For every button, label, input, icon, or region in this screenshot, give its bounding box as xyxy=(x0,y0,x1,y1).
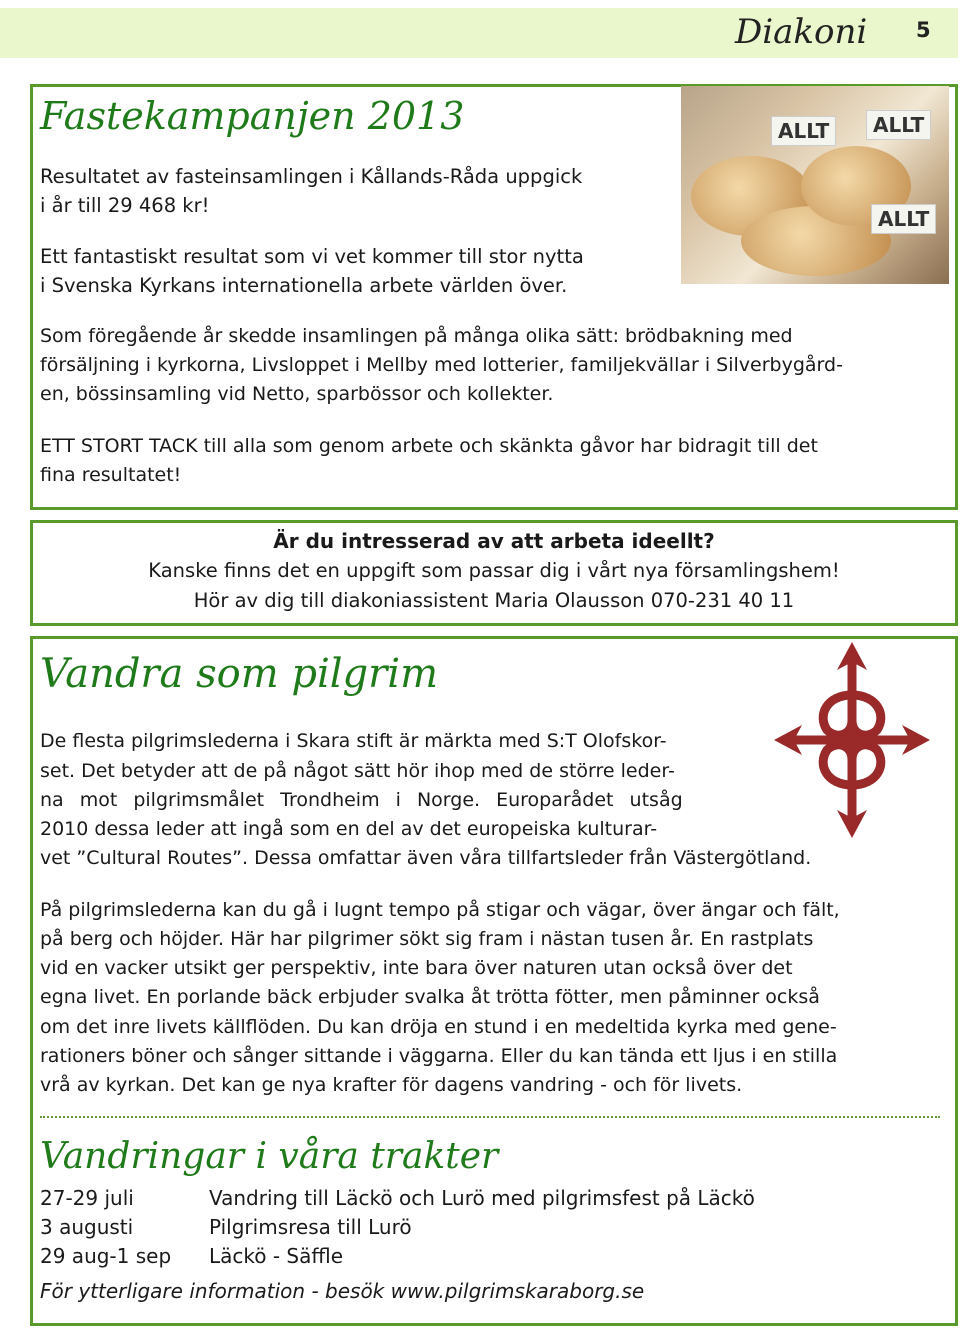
pilgrim-p1-line2: set. Det betyder att de på något sätt hör ihop med de större leder- xyxy=(40,760,675,782)
schedule-date: 3 augusti xyxy=(40,1215,134,1239)
fasta-p2-line2: i Svenska Kyrkans internationella arbete världen över. xyxy=(40,274,568,297)
ideellt-line2: Kanske finns det en uppgift som passar dig i vårt nya församlingshem! xyxy=(148,559,840,582)
fasta-p4-line1: ETT STORT TACK till alla som genom arbete och skänkta gåvor har bidragit till det xyxy=(40,435,818,457)
photo-label-1: ALLT xyxy=(771,116,836,146)
schedule-desc: Pilgrimsresa till Lurö xyxy=(209,1215,412,1239)
schedule-desc: Vandring till Läckö och Lurö med pilgrimsfest på Läckö xyxy=(209,1186,755,1210)
photo-label-3: ALLT xyxy=(871,204,936,234)
pilgrim-p1-line3: na mot pilgrimsmålet Trondheim i Norge. Europarådet utsåg xyxy=(40,789,683,811)
pilgrim-p1-line5: vet ”Cultural Routes”. Dessa omfattar även våra tillfartsleder från Västergötland. xyxy=(40,847,812,869)
bread-photo xyxy=(681,86,949,284)
fasta-p3-line3: en, bössinsamling vid Netto, sparbössor och kollekter. xyxy=(40,383,554,405)
pilgrim-p2-line5: om det inre livets källflöden. Du kan dröja en stund i en medeltida kyrka med gene- xyxy=(40,1016,837,1038)
pilgrim-p2-line3: vid en vacker utsikt ger perspektiv, inte bara över naturen utan också över det xyxy=(40,957,793,979)
pilgrim-p1-line1: De flesta pilgrimslederna i Skara stift är märkta med S:T Olofskor- xyxy=(40,730,667,752)
pilgrim-p2-line2: på berg och höjder. Här har pilgrimer sökt sig fram i nästan tusen år. En rastplats xyxy=(40,928,814,950)
fasta-p2-line1: Ett fantastiskt resultat som vi vet kommer till stor nytta xyxy=(40,245,584,268)
schedule-date: 27-29 juli xyxy=(40,1186,134,1210)
fasta-p1-line1: Resultatet av fasteinsamlingen i Kållands-Råda uppgick xyxy=(40,165,583,188)
section-title: Diakoni xyxy=(735,12,868,52)
pilgrim-p2-line6: rationers böner och sånger sittande i väggarna. Eller du kan tända ett ljus i en stilla xyxy=(40,1045,838,1067)
pilgrim-p2-line4: egna livet. En porlande bäck erbjuder svalka åt trötta fötter, men påminner också xyxy=(40,986,820,1008)
trakter-title: Vandringar i våra trakter xyxy=(40,1136,499,1177)
fasta-p1-line2: i år till 29 468 kr! xyxy=(40,194,210,217)
ideellt-question: Är du intresserad av att arbeta ideellt? xyxy=(273,529,715,553)
photo-label-2: ALLT xyxy=(866,110,931,140)
ideellt-line3: Hör av dig till diakoniassistent Maria Olausson 070-231 40 11 xyxy=(193,589,795,612)
pilgrim-p2-line1: På pilgrimslederna kan du gå i lugnt tempo på stigar och vägar, över ängar och fält, xyxy=(40,899,840,921)
schedule-desc: Läckö - Säffle xyxy=(209,1244,344,1268)
st-olof-cross-icon xyxy=(772,640,932,840)
pilgrim-p1-line4: 2010 dessa leder att ingå som en del av det europeiska kulturar- xyxy=(40,818,658,840)
page-number: 5 xyxy=(916,18,931,42)
fasta-p3-line1: Som föregående år skedde insamlingen på många olika sätt: brödbakning med xyxy=(40,325,793,347)
pilgrim-p2-line7: vrå av kyrkan. Det kan ge nya krafter för dagens vandring - och för livets. xyxy=(40,1074,743,1096)
pilgrim-title: Vandra som pilgrim xyxy=(40,651,439,697)
fasta-p3-line2: försäljning i kyrkorna, Livsloppet i Mellby med lotterier, familjekvällar i Silverbygård- xyxy=(40,354,843,376)
trakter-info: För ytterligare information - besök www.pilgrimskaraborg.se xyxy=(40,1279,645,1303)
fasta-p4-line2: fina resultatet! xyxy=(40,464,182,486)
fastekampanjen-title: Fastekampanjen 2013 xyxy=(40,94,465,138)
schedule-date: 29 aug-1 sep xyxy=(40,1244,172,1268)
section-divider xyxy=(40,1116,940,1118)
